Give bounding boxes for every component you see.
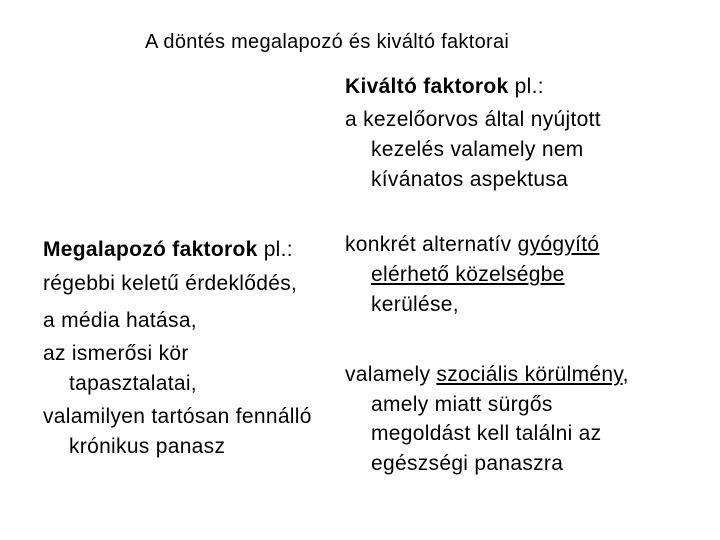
example1-line-2	[371, 262, 565, 288]
example2-line-1	[345, 362, 629, 388]
foundations-heading-suffix: pl.:	[257, 238, 293, 261]
triggers-line-3: kívánatos aspektusa	[371, 168, 569, 191]
example1-line-3: kerülése,	[371, 293, 459, 316]
triggers-line-1: a kezelőorvos által nyújtott	[345, 108, 601, 131]
example2-line-4: egészségi panaszra	[371, 452, 564, 475]
triggers-heading-suffix: pl.:	[508, 75, 544, 98]
foundations-line-1: régebbi keletű érdeklődés,	[43, 272, 298, 295]
foundations-line-4: tapasztalatai,	[69, 372, 197, 395]
example2-suffix: ,	[622, 363, 629, 386]
foundations-line-6: krónikus panasz	[69, 435, 226, 458]
example1-underlined-2: elérhető közelségbe	[371, 263, 565, 286]
foundations-heading-line	[43, 237, 293, 263]
example2-line-3: megoldást kell találni az	[371, 422, 602, 445]
foundations-line-3: az ismerősi kör	[43, 342, 189, 365]
example2-prefix: valamely	[345, 363, 437, 386]
foundations-heading: Megalapozó faktorok	[43, 238, 258, 261]
example1-prefix: konkrét alternatív	[345, 233, 518, 256]
example2-line-2: amely miatt sürgős	[371, 393, 553, 416]
triggers-line-2: kezelés valamely nem	[371, 138, 584, 161]
page-title: A döntés megalapozó és kiváltó faktorai	[145, 31, 510, 53]
triggers-heading-line	[345, 74, 544, 100]
example2-underlined: szociális körülmény	[436, 363, 623, 386]
example1-line-1	[345, 232, 599, 258]
triggers-heading: Kiváltó faktorok	[345, 75, 509, 98]
foundations-line-5: valamilyen tartósan fennálló	[43, 405, 312, 428]
foundations-line-2: a média hatása,	[43, 309, 197, 332]
example1-underlined-1: gyógyító	[517, 233, 600, 256]
